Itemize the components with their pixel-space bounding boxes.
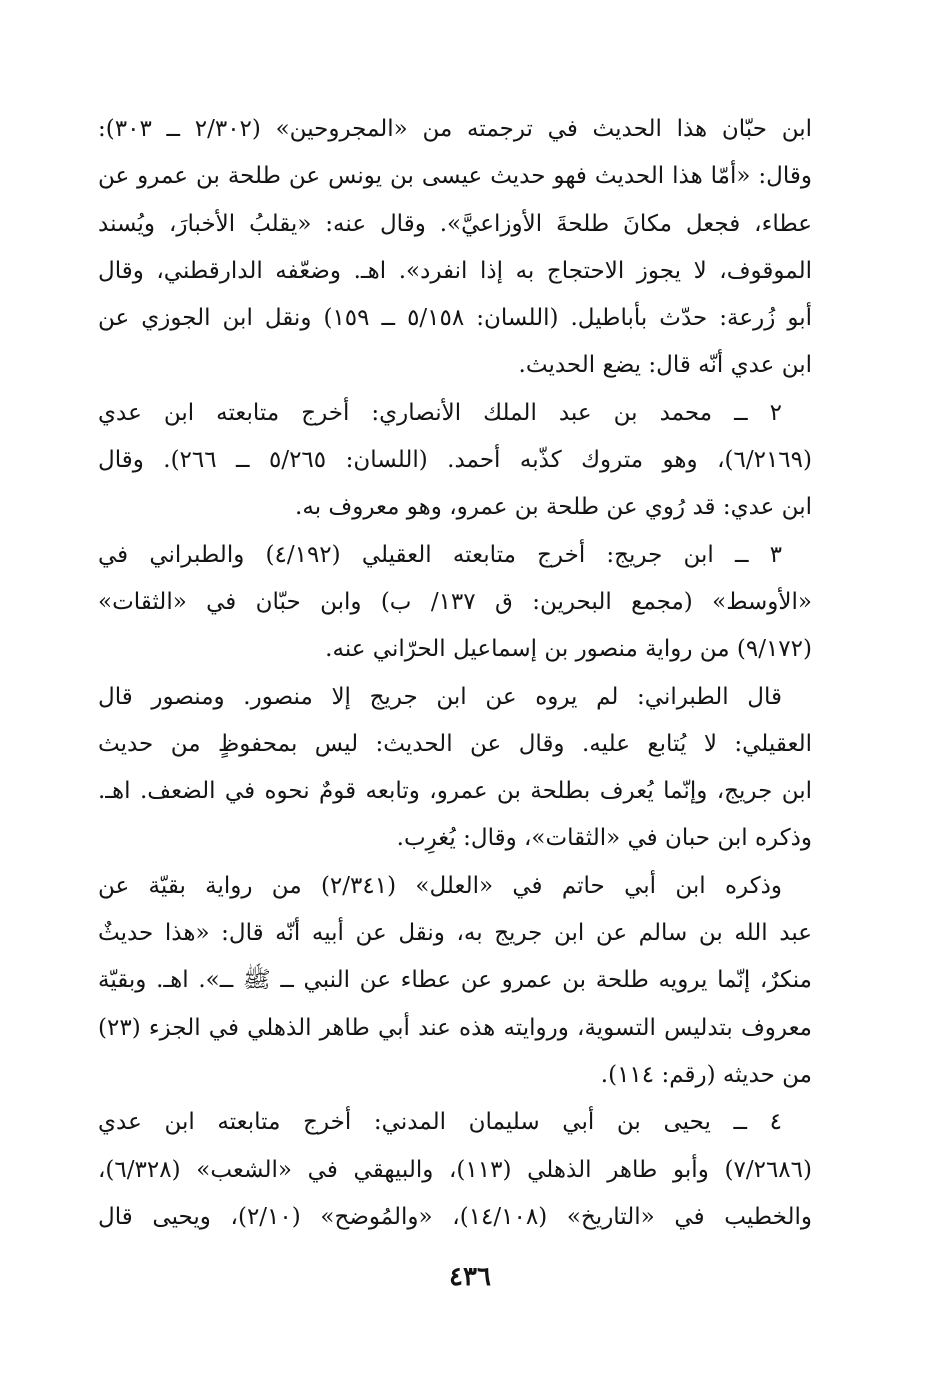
text-line: الموقوف، لا يجوز الاحتجاج به إذا انفرد». اهـ. وضعّفه الدارقطني، وقال — [98, 257, 812, 284]
text-line: من حديثه (رقم: ١١٤). — [600, 1061, 812, 1088]
text-line: ٤ ــ يحيى بن أبي سليمان المدني: أخرج متابعته ابن عدي — [98, 1109, 782, 1136]
text-line: منكرٌ، إنّما يرويه طلحة بن عمرو عن عطاء عن النبي ــ ﷺ ــ». اهـ. وبقيّة — [98, 967, 812, 994]
text-line: ٢ ــ محمد بن عبد الملك الأنصاري: أخرج متابعته ابن عدي — [98, 399, 782, 426]
text-line: والخطيب في «التاريخ» (١٤/١٠٨)، «والمُوضح» (٢/١٠)، ويحيى قال — [98, 1203, 812, 1230]
text-line: (٦/٢١٦٩)، وهو متروك كذّبه أحمد. (اللسان: ٥/٢٦٥ ــ ٢٦٦). وقال — [98, 447, 812, 474]
text-line: ابن جريج، وإنّما يُعرف بطلحة بن عمرو، وتابعه قومٌ نحوه في الضعف. اهـ. — [98, 778, 812, 805]
text-line: ابن عدي أنّه قال: يضع الحديث. — [518, 352, 812, 379]
text-line: أبو زُرعة: حدّث بأباطيل. (اللسان: ٥/١٥٨ ــ ١٥٩) ونقل ابن الجوزي عن — [98, 305, 812, 332]
text-line: «الأوسط» (مجمع البحرين: ق ١٣٧/ ب) وابن حبّان في «الثقات» — [98, 588, 812, 615]
text-line: (٧/٢٦٨٦) وأبو طاهر الذهلي (١١٣)، والبيهقي في «الشعب» (٦/٣٢٨)، — [98, 1156, 812, 1183]
text-line: (٩/١٧٢) من رواية منصور بن إسماعيل الحرّاني عنه. — [325, 636, 812, 663]
page-body — [98, 106, 812, 1241]
text-line: وقال: «أمّا هذا الحديث فهو حديث عيسى بن يونس عن طلحة بن عمرو عن — [98, 163, 812, 190]
page-number: ٤٣٦ — [449, 1262, 491, 1292]
text-line: ابن حبّان هذا الحديث في ترجمته من «المجروحين» (٢/٣٠٢ ــ ٣٠٣): — [98, 116, 812, 142]
text-line: عبد الله بن سالم عن ابن جريج به، ونقل عن أبيه أنّه قال: «هذا حديثٌ — [98, 920, 812, 947]
text-line: ٣ ــ ابن جريج: أخرج متابعته العقيلي (٤/١٩٢) والطبراني في — [98, 541, 782, 568]
text-line: ابن عدي: قد رُوي عن طلحة بن عمرو، وهو معروف به. — [295, 494, 812, 521]
text-line: وذكره ابن حبان في «الثقات»، وقال: يُغرِب. — [396, 825, 812, 852]
text-line: العقيلي: لا يُتابع عليه. وقال عن الحديث: ليس بمحفوظٍ من حديث — [98, 730, 812, 757]
text-line: قال الطبراني: لم يروه عن ابن جريج إلا منصور. ومنصور قال — [98, 683, 782, 710]
text-line: عطاء، فجعل مكانَ طلحةَ الأوزاعيَّ». وقال عنه: «يقلبُ الأخبارَ، ويُسند — [98, 210, 812, 237]
text-line: معروف بتدليس التسوية، وروايته هذه عند أبي طاهر الذهلي في الجزء (٢٣) — [98, 1014, 812, 1041]
text-line: وذكره ابن أبي حاتم في «العلل» (٢/٣٤١) من رواية بقيّة عن — [98, 872, 782, 899]
